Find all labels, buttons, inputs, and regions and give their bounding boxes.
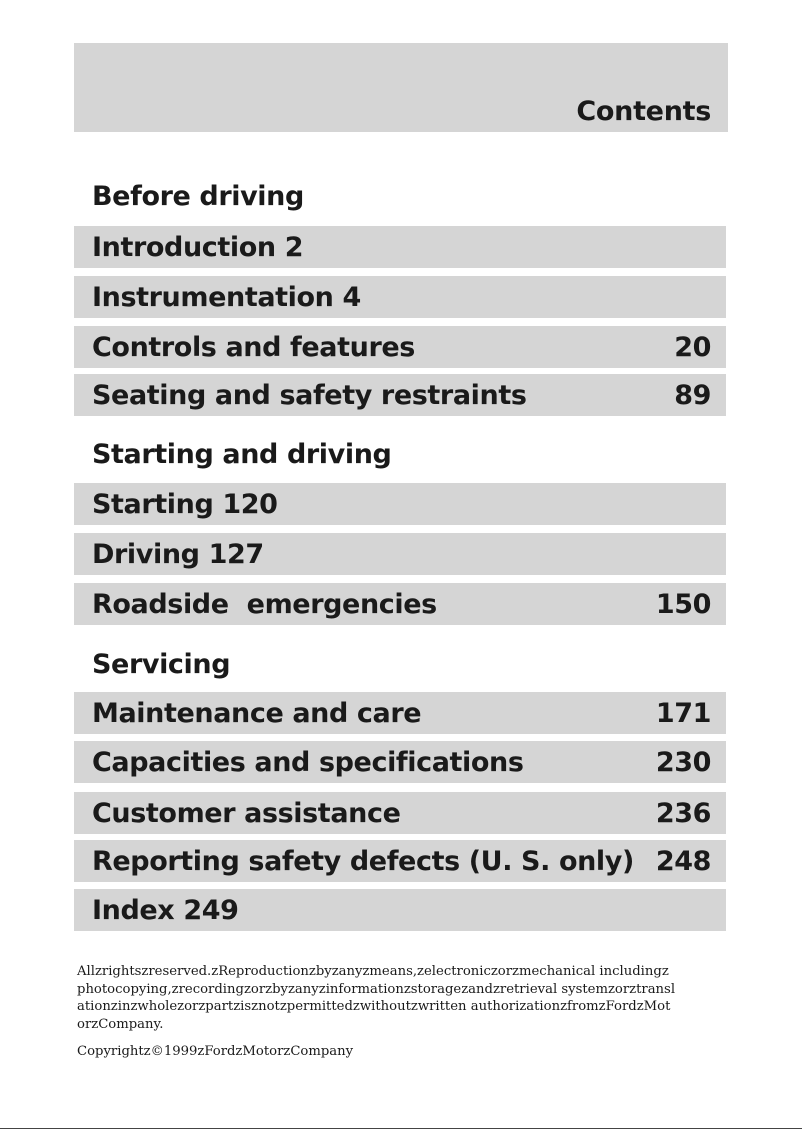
page-title: Contents [576,96,711,127]
toc-entry-page: 89 [674,380,711,411]
toc-entry-starting[interactable] [74,483,726,525]
toc-entry-controls-and-features[interactable] [74,326,726,368]
toc-entry-reporting-safety-defects[interactable] [74,840,726,882]
toc-entry-driving[interactable] [74,533,726,575]
toc-entry-page: 171 [655,698,711,729]
header-bar [74,43,728,132]
toc-entry-introduction[interactable] [74,226,726,268]
copyright-notice: Copyrightz©1999zFordzMotorzCompany [77,1044,354,1059]
toc-entry-title: Roadside emergencies [92,589,437,620]
toc-entry-page: 236 [655,798,711,829]
toc-entry-customer-assistance[interactable] [74,792,726,834]
toc-entry-title: Capacities and specifications [92,747,524,778]
bottom-divider [0,1128,802,1129]
section-heading-servicing: Servicing [92,649,231,680]
toc-entry-title: Controls and features [92,332,415,363]
toc-entry-index[interactable] [74,889,726,931]
toc-entry-title: Starting 120 [92,489,278,520]
toc-entry-roadside-emergencies[interactable] [74,583,726,625]
section-heading-before-driving: Before driving [92,181,304,212]
toc-entry-seating-and-safety-restraints[interactable] [74,374,726,416]
toc-entry-title: Maintenance and care [92,698,422,729]
toc-entry-title: Driving 127 [92,539,264,570]
section-heading-starting-and-driving: Starting and driving [92,439,392,470]
toc-entry-page: 150 [655,589,711,620]
toc-entry-title: Customer assistance [92,798,401,829]
toc-entry-page: 20 [674,332,711,363]
toc-entry-capacities-and-specifications[interactable] [74,741,726,783]
toc-entry-title: Instrumentation 4 [92,282,361,313]
toc-entry-page: 230 [655,747,711,778]
toc-entry-maintenance-and-care[interactable] [74,692,726,734]
toc-entry-title: Index 249 [92,895,239,926]
toc-entry-instrumentation[interactable] [74,276,726,318]
toc-entry-title: Reporting safety defects (U. S. only) [92,846,634,877]
toc-entry-title: Seating and safety restraints [92,380,527,411]
toc-entry-page: 248 [655,846,711,877]
legal-notice: Allzrightszreserved.zReproductionzbyzanyzmeans,zelectroniczorzmechanical includingzphotocopying,zrecordingzorzbyzanyzinformationzstoragezandzretrieval systemzorztranslationzinzwholezorzpartzisznotzpermittedzwithoutzwritten authorizationzfromzFordzMotorzCompany. [77,964,676,1032]
toc-entry-title: Introduction 2 [92,232,304,263]
